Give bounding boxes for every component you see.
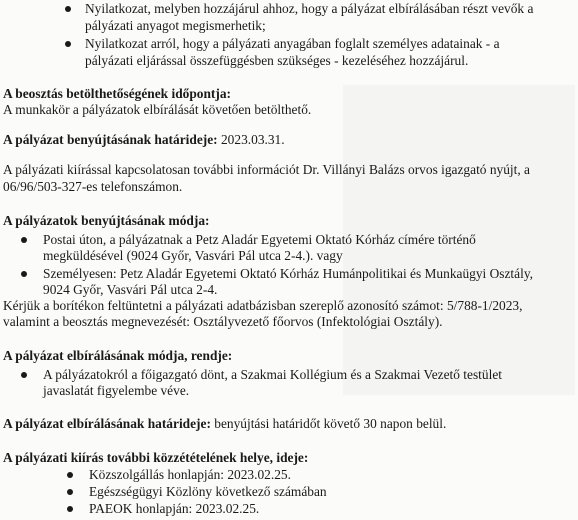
- top-bullet-2-line-1: Nyilatkozat arról, hogy a pályázati anyagában foglalt személyes adatainak - a: [85, 36, 500, 51]
- fill-heading: A beosztás betölthetőségének időpontja:: [3, 86, 232, 101]
- publication-item-1: Közszolgállás honlapján: 2023.02.25.: [89, 467, 291, 482]
- bullet-dot: [21, 237, 27, 243]
- publication-item-3: PAEOK honlapján: 2023.02.25.: [89, 501, 260, 516]
- bullet-dot: [21, 271, 27, 277]
- bullet-dot: [67, 506, 73, 512]
- submission-note-line-2: valamint a beosztás megnevezését: Osztályvezető főorvos (Infektológiai Osztály).: [3, 314, 443, 329]
- submission-bullet-1-line-1: Postai úton, a pályázatnak a Petz Aladár Egyetemi Oktató Kórház címére történő: [43, 232, 476, 247]
- submission-bullet-2-line-2: 9024 Győr, Vasvári Pál utca 2-4.: [43, 282, 218, 297]
- evaluation-deadline-value: benyújtási határidőt követő 30 napon belül.: [210, 416, 447, 431]
- top-bullet-1-line-1: Nyilatkozat, melyben hozzájárul ahhoz, hogy a pályázat elbírálásában részt vevők a: [85, 1, 534, 16]
- deadline-label: A pályázat benyújtásának határideje:: [3, 132, 218, 147]
- publication-heading: A pályázati kiírás további közzétételének helye, ideje:: [3, 450, 309, 465]
- bullet-dot: [65, 6, 71, 12]
- submission-note-line-1: Kérjük a borítékon feltüntetni a pályázati adatbázisban szereplő azonosító számot: 5/788-1/2023,: [3, 298, 523, 313]
- bullet-dot: [65, 41, 71, 47]
- bullet-dot: [67, 489, 73, 495]
- submission-bullet-2-line-1: Személyesen: Petz Aladár Egyetemi Oktató Kórház Humánpolitikai és Munkaügyi Osztály,: [43, 266, 533, 281]
- info-line-2: 06/96/503-327-es telefonszámon.: [3, 179, 183, 194]
- publication-item-2: Egészségügyi Közlöny következő számában: [89, 484, 327, 499]
- evaluation-deadline-label: A pályázat elbírálásának határideje:: [3, 416, 211, 431]
- deadline-value: 2023.03.31.: [217, 132, 285, 147]
- bullet-dot: [21, 372, 27, 378]
- deadline-line: [3, 131, 575, 148]
- submission-heading: A pályázatok benyújtásának módja:: [3, 213, 210, 228]
- evaluation-heading: A pályázat elbírálásának módja, rendje:: [3, 348, 233, 363]
- top-bullet-2-line-2: pályázati eljárással összefüggésben szükséges - kezeléséhez hozzájárul.: [85, 53, 469, 68]
- bullet-dot: [67, 472, 73, 478]
- top-bullet-1-line-2: pályázati anyagot megismerhetik;: [85, 18, 266, 33]
- fill-text: A munkakör a pályázatok elbírálását követően betölthető.: [3, 102, 312, 117]
- evaluation-bullet-line-1: A pályázatokról a főigazgató dönt, a Szakmai Kollégium és a Szakmai Vezető testület: [43, 367, 502, 382]
- evaluation-bullet-line-2: javaslatát figyelembe véve.: [43, 383, 190, 398]
- info-line-1: A pályázati kiírással kapcsolatosan további információt Dr. Villányi Balázs orvos igazgató nyújt, a: [3, 162, 530, 177]
- submission-bullet-1-line-2: megküldésével (9024 Győr, Vasvári Pál utca 2-4.). vagy: [43, 248, 343, 263]
- evaluation-deadline-line: [3, 415, 575, 432]
